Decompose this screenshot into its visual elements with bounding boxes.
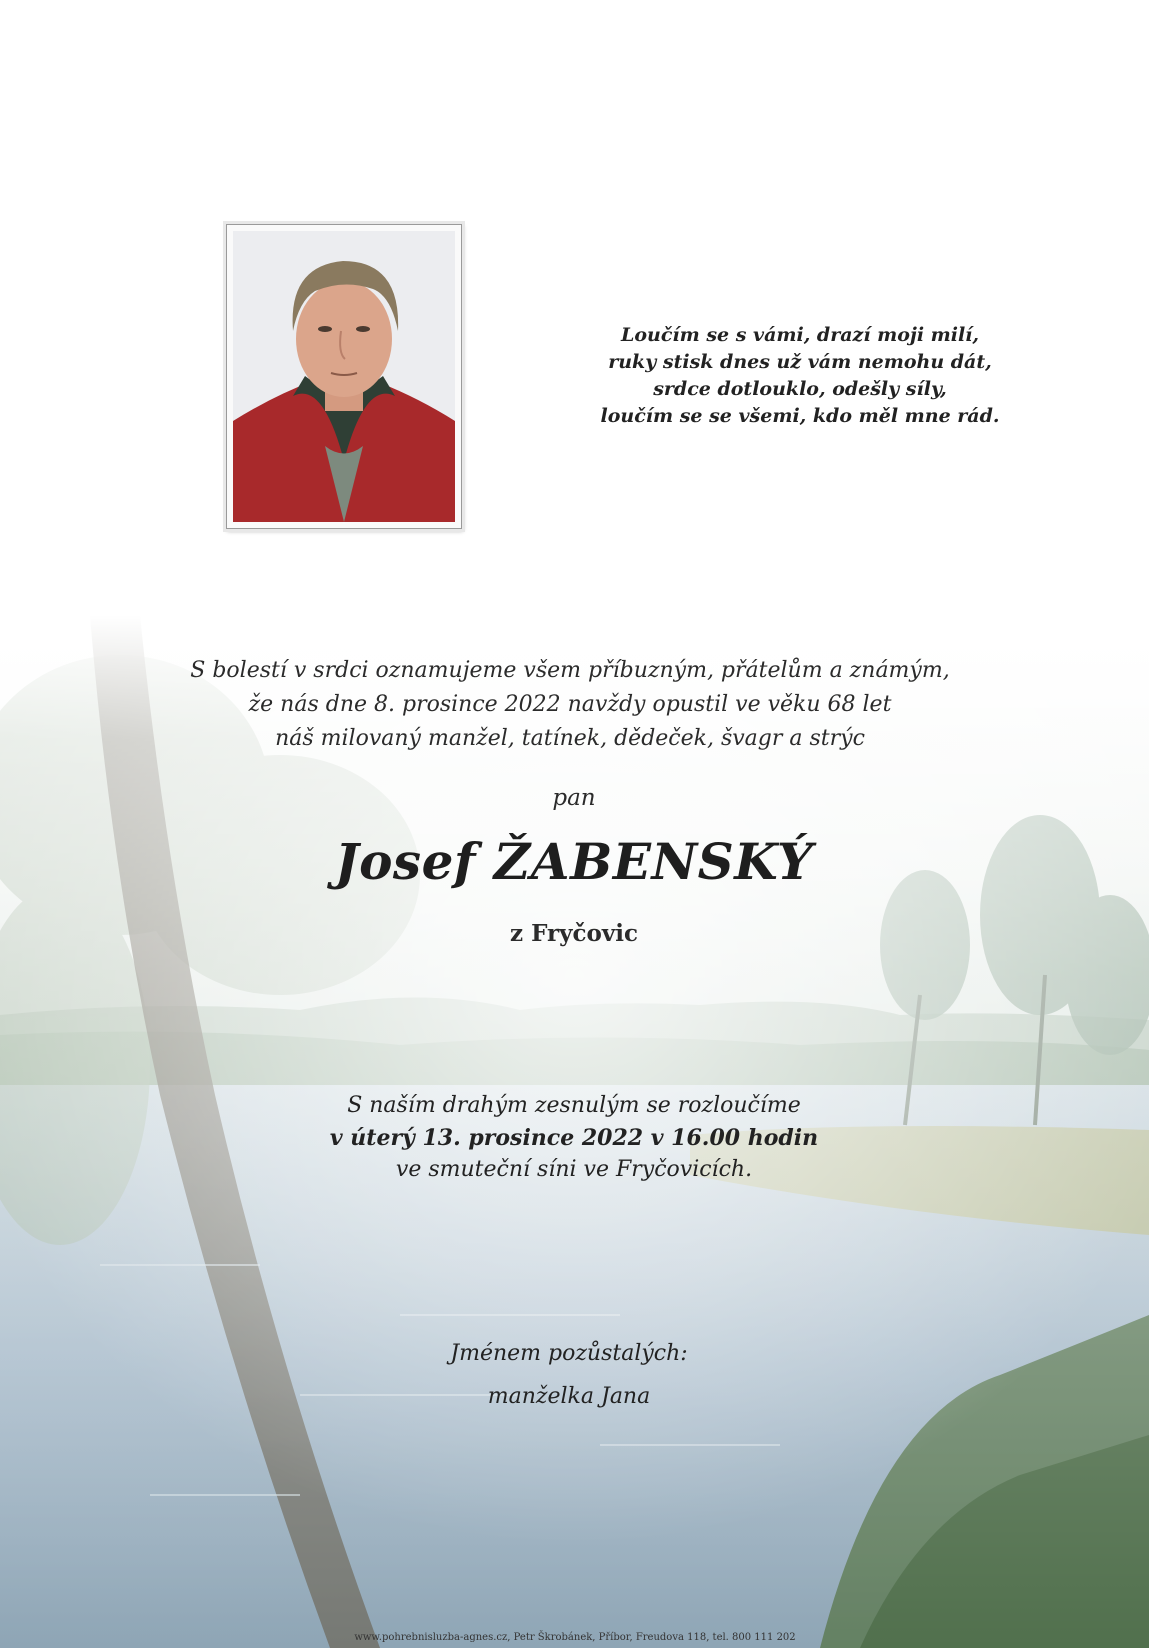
funeral-service-footer: www.pohrebnisluzba-agnes.cz, Petr Škrobánek, Příbor, Freudova 118, tel. 800 111 202 [354,1632,796,1643]
announcement-line: náš milovaný manžel, tatínek, dědeček, švagr a strýc [275,726,865,751]
deceased-name: Josef ŽABENSKÝ [334,832,814,891]
funeral-intro: S naším drahým zesnulým se rozloučíme [347,1093,801,1118]
announcement-line: že nás dne 8. prosince 2022 navždy opustil ve věku 68 let [248,692,892,717]
poem-line: ruky stisk dnes už vám nemohu dát, [608,351,992,373]
honorific: pan [552,785,596,811]
death-announcement [110,654,1030,756]
poem-line: loučím se se všemi, kdo měl mne rád. [600,405,1000,427]
poem-line: Loučím se s vámi, drazí moji milí, [620,324,980,346]
mourners [369,1332,769,1418]
farewell-poem [590,322,1010,430]
mourner-name: manželka Jana [487,1384,651,1409]
deceased-origin: z Fryčovic [510,920,638,947]
funeral-date-time: v úterý 13. prosince 2022 v 16.00 hodin [329,1125,819,1151]
portrait-photo [233,231,455,522]
funeral-details [224,1090,924,1186]
portrait-frame [226,224,462,529]
announcement-line: S bolestí v srdci oznamujeme všem příbuzným, přátelům a známým, [190,658,950,683]
funeral-location: ve smuteční síni ve Fryčovicích. [395,1157,753,1182]
poem-line: srdce dotlouklo, odešly síly, [653,378,947,400]
mourners-heading: Jménem pozůstalých: [450,1341,688,1366]
